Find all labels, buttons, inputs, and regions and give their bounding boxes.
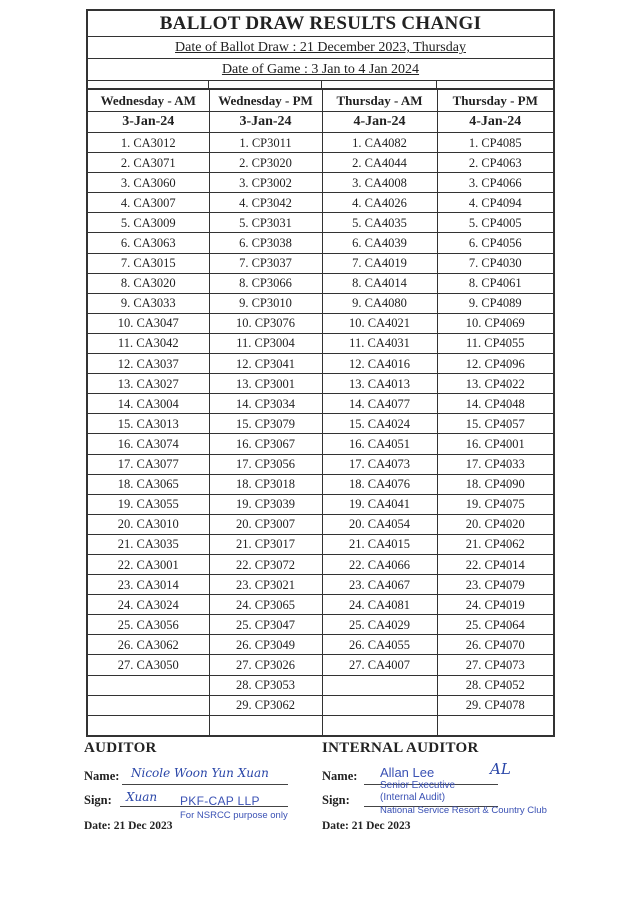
internal-auditor-title-line2: (Internal Audit)	[380, 792, 446, 803]
result-cell: 12. CA4016	[322, 354, 437, 374]
result-cell: 14. CA4077	[322, 394, 437, 414]
result-cell: 26. CA4055	[322, 635, 437, 655]
result-cell: 18. CP3018	[209, 474, 322, 494]
draw-date-line	[88, 37, 553, 59]
result-cell: 24. CP4019	[437, 595, 553, 615]
result-cell: 5. CA3009	[88, 213, 209, 233]
result-cell: 28. CP3053	[209, 675, 322, 695]
table-row	[88, 554, 553, 574]
auditor-purpose-stamp: For NSRCC purpose only	[180, 810, 288, 821]
table-row	[88, 354, 553, 374]
result-cell: 11. CP3004	[209, 333, 322, 353]
result-cell: 3. CA4008	[322, 173, 437, 193]
result-cell: 1. CP4085	[437, 133, 553, 153]
result-cell: 2. CP4063	[437, 153, 553, 173]
table-row	[88, 454, 553, 474]
table-row	[88, 253, 553, 273]
result-cell: 22. CP4014	[437, 554, 553, 574]
result-cell: 25. CP4064	[437, 615, 553, 635]
internal-auditor-date: Date: 21 Dec 2023	[322, 820, 411, 832]
result-cell: 2. CA4044	[322, 153, 437, 173]
result-cell: 15. CA4024	[322, 414, 437, 434]
result-cell	[322, 675, 437, 695]
result-cell: 16. CA3074	[88, 434, 209, 454]
column-date: 4-Jan-24	[322, 112, 437, 133]
result-cell: 8. CA3020	[88, 273, 209, 293]
result-cell: 17. CA3077	[88, 454, 209, 474]
result-cell: 4. CA4026	[322, 193, 437, 213]
table-row	[88, 655, 553, 675]
result-cell: 27. CP3026	[209, 655, 322, 675]
result-cell: 2. CA3071	[88, 153, 209, 173]
result-cell: 12. CP4096	[437, 354, 553, 374]
result-cell	[88, 675, 209, 695]
result-cell: 6. CP4056	[437, 233, 553, 253]
result-cell: 28. CP4052	[437, 675, 553, 695]
result-cell	[88, 695, 209, 715]
table-row	[88, 414, 553, 434]
result-cell: 19. CA3055	[88, 494, 209, 514]
result-cell: 19. CP4075	[437, 494, 553, 514]
result-cell: 15. CA3013	[88, 414, 209, 434]
result-cell: 10. CA4021	[322, 313, 437, 333]
result-cell: 12. CP3041	[209, 354, 322, 374]
internal-auditor-name-label: Name:	[322, 769, 358, 783]
result-cell: 7. CA4019	[322, 253, 437, 273]
result-cell	[322, 695, 437, 715]
result-cell: 7. CP4030	[437, 253, 553, 273]
result-cell: 3. CP3002	[209, 173, 322, 193]
result-cell: 1. CA4082	[322, 133, 437, 153]
result-cell: 23. CP4079	[437, 575, 553, 595]
result-cell: 5. CA4035	[322, 213, 437, 233]
result-cell: 21. CP3017	[209, 534, 322, 554]
table-row	[88, 133, 553, 153]
column-date: 4-Jan-24	[437, 112, 553, 133]
table-row	[88, 273, 553, 293]
result-cell: 24. CP3065	[209, 595, 322, 615]
result-cell: 18. CA3065	[88, 474, 209, 494]
result-cell: 13. CP4022	[437, 374, 553, 394]
internal-auditor-signature: AL	[490, 760, 511, 778]
result-cell: 26. CP3049	[209, 635, 322, 655]
result-cell: 22. CP3072	[209, 554, 322, 574]
result-cell: 20. CP4020	[437, 514, 553, 534]
result-cell: 9. CP4089	[437, 293, 553, 313]
result-cell: 19. CP3039	[209, 494, 322, 514]
result-cell: 23. CP3021	[209, 575, 322, 595]
result-cell: 13. CP3001	[209, 374, 322, 394]
result-cell: 12. CA3037	[88, 354, 209, 374]
table-row	[88, 374, 553, 394]
result-cell: 23. CA4067	[322, 575, 437, 595]
result-cell: 21. CA3035	[88, 534, 209, 554]
result-cell: 14. CA3004	[88, 394, 209, 414]
result-cell: 6. CP3038	[209, 233, 322, 253]
result-cell: 5. CP4005	[437, 213, 553, 233]
auditor-name-underline	[122, 784, 288, 785]
spacer-row	[88, 81, 553, 89]
result-cell: 13. CA3027	[88, 374, 209, 394]
table-row	[88, 715, 553, 735]
column-date: 3-Jan-24	[209, 112, 322, 133]
auditor-heading: AUDITOR	[84, 740, 157, 756]
result-cell	[88, 715, 209, 735]
table-row	[88, 635, 553, 655]
auditor-block	[84, 740, 304, 832]
result-cell: 18. CP4090	[437, 474, 553, 494]
game-date-line	[88, 59, 553, 81]
table-row	[88, 595, 553, 615]
result-cell: 6. CA3063	[88, 233, 209, 253]
result-cell: 21. CP4062	[437, 534, 553, 554]
result-cell: 25. CP3047	[209, 615, 322, 635]
result-cell: 5. CP3031	[209, 213, 322, 233]
column-day: Wednesday - AM	[88, 90, 209, 112]
result-cell: 27. CA4007	[322, 655, 437, 675]
result-cell: 29. CP4078	[437, 695, 553, 715]
internal-auditor-heading: INTERNAL AUDITOR	[322, 740, 479, 756]
result-cell: 29. CP3062	[209, 695, 322, 715]
result-cell: 13. CA4013	[322, 374, 437, 394]
table-row	[88, 615, 553, 635]
result-cell: 4. CP4094	[437, 193, 553, 213]
table-row	[88, 675, 553, 695]
result-cell: 18. CA4076	[322, 474, 437, 494]
result-cell: 20. CA3010	[88, 514, 209, 534]
result-cell	[209, 715, 322, 735]
result-cell: 24. CA4081	[322, 595, 437, 615]
table-row	[88, 695, 553, 715]
column-day: Wednesday - PM	[209, 90, 322, 112]
table-row	[88, 394, 553, 414]
result-cell: 26. CA3062	[88, 635, 209, 655]
table-row	[88, 534, 553, 554]
result-cell: 20. CP3007	[209, 514, 322, 534]
table-row	[88, 293, 553, 313]
result-cell: 19. CA4041	[322, 494, 437, 514]
result-cell: 15. CP3079	[209, 414, 322, 434]
auditor-date: Date: 21 Dec 2023	[84, 820, 173, 832]
result-cell: 11. CA3042	[88, 333, 209, 353]
result-cell: 11. CP4055	[437, 333, 553, 353]
table-row	[88, 575, 553, 595]
result-cell: 27. CA3050	[88, 655, 209, 675]
table-row	[88, 434, 553, 454]
result-cell: 25. CA4029	[322, 615, 437, 635]
game-date: Date of Game : 3 Jan to 4 Jan 2024	[221, 62, 420, 77]
column-day: Thursday - PM	[437, 90, 553, 112]
result-cell: 24. CA3024	[88, 595, 209, 615]
result-cell: 17. CP3056	[209, 454, 322, 474]
result-cell: 3. CA3060	[88, 173, 209, 193]
result-cell: 10. CP3076	[209, 313, 322, 333]
result-cell: 11. CA4031	[322, 333, 437, 353]
result-cell: 26. CP4070	[437, 635, 553, 655]
table-row	[88, 474, 553, 494]
result-cell: 22. CA4066	[322, 554, 437, 574]
table-row	[88, 514, 553, 534]
results-sheet	[86, 9, 555, 737]
result-cell: 7. CA3015	[88, 253, 209, 273]
result-cell: 7. CP3037	[209, 253, 322, 273]
result-cell: 4. CA3007	[88, 193, 209, 213]
result-cell: 10. CA3047	[88, 313, 209, 333]
auditor-name-handwritten: Nicole Woon Yun Xuan	[131, 766, 269, 780]
auditor-sign-label: Sign:	[84, 793, 112, 807]
table-row	[88, 233, 553, 253]
result-cell: 27. CP4073	[437, 655, 553, 675]
result-cell: 4. CP3042	[209, 193, 322, 213]
results-table	[88, 89, 553, 735]
result-cell	[322, 715, 437, 735]
date-header-row	[88, 112, 553, 133]
result-cell: 15. CP4057	[437, 414, 553, 434]
result-cell: 9. CP3010	[209, 293, 322, 313]
table-row	[88, 213, 553, 233]
page-title: BALLOT DRAW RESULTS CHANGI	[88, 11, 553, 37]
result-cell: 6. CA4039	[322, 233, 437, 253]
result-cell: 8. CA4014	[322, 273, 437, 293]
day-header-row	[88, 90, 553, 112]
signature-section	[84, 740, 564, 840]
result-cell	[437, 715, 553, 735]
internal-auditor-org: National Service Resort & Country Club	[380, 805, 547, 816]
result-cell: 1. CP3011	[209, 133, 322, 153]
result-cell: 16. CA4051	[322, 434, 437, 454]
internal-auditor-title-line1: Senior Executive	[380, 780, 456, 791]
result-cell: 17. CA4073	[322, 454, 437, 474]
table-row	[88, 494, 553, 514]
result-cell: 9. CA4080	[322, 293, 437, 313]
result-cell: 8. CP4061	[437, 273, 553, 293]
result-cell: 17. CP4033	[437, 454, 553, 474]
column-date: 3-Jan-24	[88, 112, 209, 133]
auditor-firm-stamp: PKF-CAP LLP	[180, 794, 260, 808]
column-day: Thursday - AM	[322, 90, 437, 112]
internal-auditor-name-stamp: Allan Lee	[380, 765, 435, 780]
results-body	[88, 133, 553, 735]
result-cell: 22. CA3001	[88, 554, 209, 574]
result-cell: 16. CP3067	[209, 434, 322, 454]
result-cell: 16. CP4001	[437, 434, 553, 454]
result-cell: 23. CA3014	[88, 575, 209, 595]
auditor-signature: Xuan	[126, 790, 158, 804]
result-cell: 14. CP4048	[437, 394, 553, 414]
result-cell: 10. CP4069	[437, 313, 553, 333]
result-cell: 8. CP3066	[209, 273, 322, 293]
result-cell: 2. CP3020	[209, 153, 322, 173]
table-row	[88, 153, 553, 173]
table-row	[88, 173, 553, 193]
table-row	[88, 193, 553, 213]
table-row	[88, 333, 553, 353]
auditor-name-label: Name:	[84, 769, 120, 783]
result-cell: 1. CA3012	[88, 133, 209, 153]
result-cell: 25. CA3056	[88, 615, 209, 635]
table-row	[88, 313, 553, 333]
internal-auditor-block	[322, 740, 562, 832]
result-cell: 14. CP3034	[209, 394, 322, 414]
result-cell: 9. CA3033	[88, 293, 209, 313]
result-cell: 20. CA4054	[322, 514, 437, 534]
internal-auditor-sign-label: Sign:	[322, 793, 350, 807]
result-cell: 3. CP4066	[437, 173, 553, 193]
result-cell: 21. CA4015	[322, 534, 437, 554]
draw-date: Date of Ballot Draw : 21 December 2023, Thursday	[175, 40, 466, 55]
